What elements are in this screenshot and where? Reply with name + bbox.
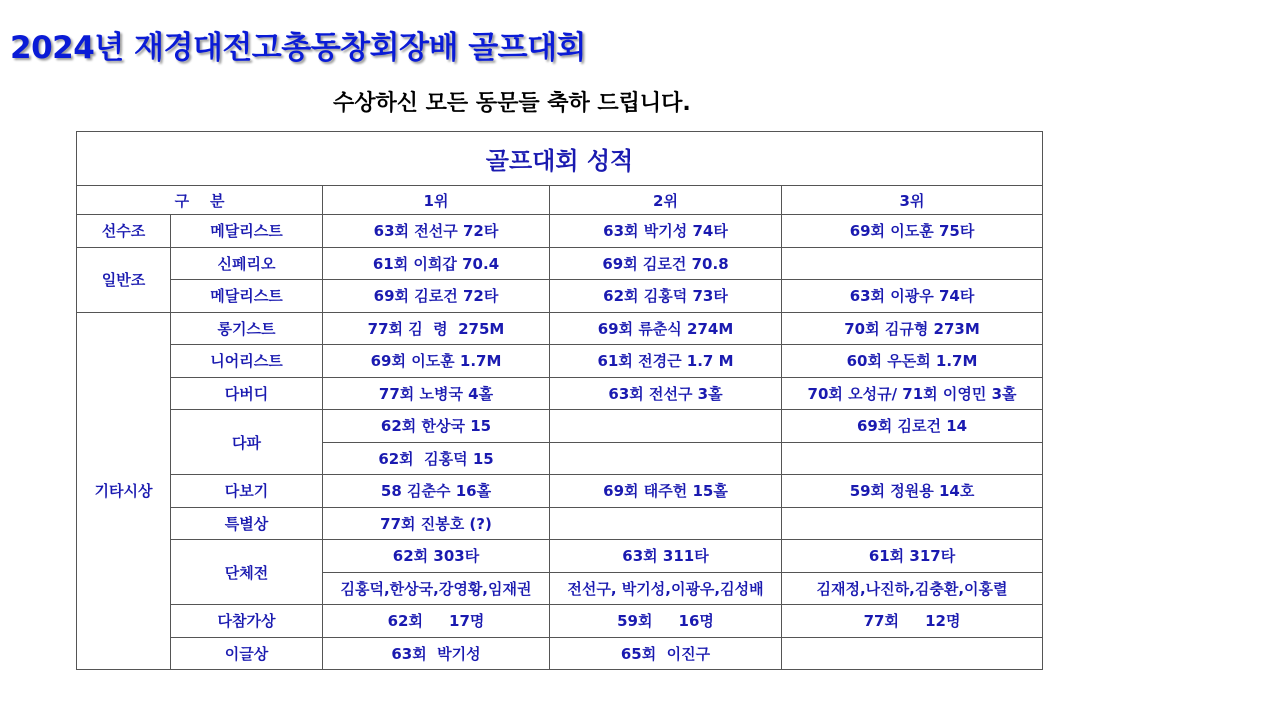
third-place-cell	[782, 442, 1043, 475]
second-place-cell: 69회 김로건 70.8	[550, 247, 782, 280]
third-place-cell: 69회 이도훈 75타	[782, 215, 1043, 248]
first-place-cell: 69회 김로건 72타	[323, 280, 550, 313]
third-place-cell: 59회 정원용 14호	[782, 475, 1043, 508]
award-label: 다참가상	[171, 605, 323, 638]
award-label: 다버디	[171, 377, 323, 410]
table-row	[77, 637, 1043, 670]
first-place-cell: 김홍덕,한상국,강영황,임재권	[323, 572, 550, 605]
column-header-second: 2위	[550, 186, 782, 215]
third-place-cell	[782, 247, 1043, 280]
first-place-cell: 61회 이희갑 70.4	[323, 247, 550, 280]
third-place-cell: 70회 김규형 273M	[782, 312, 1043, 345]
group-label-other: 기타시상	[77, 312, 171, 670]
second-place-cell: 63회 전선구 3홀	[550, 377, 782, 410]
first-place-cell: 63회 박기성	[323, 637, 550, 670]
table-row	[77, 215, 1043, 248]
second-place-cell: 69회 태주헌 15홀	[550, 475, 782, 508]
group-label-players: 선수조	[77, 215, 171, 248]
second-place-cell: 62회 김홍덕 73타	[550, 280, 782, 313]
first-place-cell: 77회 진봉호 (?)	[323, 507, 550, 540]
first-place-cell: 58 김춘수 16홀	[323, 475, 550, 508]
first-place-cell: 77회 노병국 4홀	[323, 377, 550, 410]
award-label: 특별상	[171, 507, 323, 540]
table-row	[77, 312, 1043, 345]
table-row	[77, 540, 1043, 573]
third-place-cell: 61회 317타	[782, 540, 1043, 573]
table-row	[77, 345, 1043, 378]
column-header-third: 3위	[782, 186, 1043, 215]
second-place-cell: 65회 이진구	[550, 637, 782, 670]
table-row	[77, 280, 1043, 313]
table-row	[77, 377, 1043, 410]
first-place-cell: 62회 김홍덕 15	[323, 442, 550, 475]
award-label: 단체전	[171, 540, 323, 605]
congratulations-subtitle: 수상하신 모든 동문들 축하 드립니다.	[333, 91, 691, 116]
first-place-cell: 69회 이도훈 1.7M	[323, 345, 550, 378]
third-place-cell	[782, 637, 1043, 670]
second-place-cell: 전선구, 박기성,이광우,김성배	[550, 572, 782, 605]
first-place-cell: 62회 한상국 15	[323, 410, 550, 443]
award-label: 신페리오	[171, 247, 323, 280]
group-label-general: 일반조	[77, 247, 171, 312]
first-place-cell: 62회 303타	[323, 540, 550, 573]
table-row	[77, 247, 1043, 280]
third-place-cell	[782, 507, 1043, 540]
third-place-cell: 69회 김로건 14	[782, 410, 1043, 443]
table-heading: 골프대회 성적	[77, 132, 1043, 186]
third-place-cell: 63회 이광우 74타	[782, 280, 1043, 313]
second-place-cell	[550, 442, 782, 475]
third-place-cell: 77회 12명	[782, 605, 1043, 638]
third-place-cell: 김재정,나진하,김충환,이홍렬	[782, 572, 1043, 605]
award-label: 메달리스트	[171, 215, 323, 248]
award-label: 다파	[171, 410, 323, 475]
award-label: 메달리스트	[171, 280, 323, 313]
second-place-cell: 59회 16명	[550, 605, 782, 638]
column-header-first: 1위	[323, 186, 550, 215]
first-place-cell: 62회 17명	[323, 605, 550, 638]
third-place-cell: 70회 오성규/ 71회 이영민 3홀	[782, 377, 1043, 410]
first-place-cell: 63회 전선구 72타	[323, 215, 550, 248]
second-place-cell: 61회 전경근 1.7 M	[550, 345, 782, 378]
column-header-category: 구 분	[77, 186, 323, 215]
table-row	[77, 507, 1043, 540]
first-place-cell: 77회 김 령 275M	[323, 312, 550, 345]
golf-results-table	[76, 131, 1043, 670]
award-label: 다보기	[171, 475, 323, 508]
award-label: 이글상	[171, 637, 323, 670]
award-label: 니어리스트	[171, 345, 323, 378]
second-place-cell	[550, 410, 782, 443]
second-place-cell: 69회 류춘식 274M	[550, 312, 782, 345]
award-label: 롱기스트	[171, 312, 323, 345]
second-place-cell: 63회 311타	[550, 540, 782, 573]
table-row	[77, 410, 1043, 443]
second-place-cell	[550, 507, 782, 540]
third-place-cell: 60회 우돈희 1.7M	[782, 345, 1043, 378]
table-row	[77, 605, 1043, 638]
second-place-cell: 63회 박기성 74타	[550, 215, 782, 248]
column-header-row	[77, 186, 1043, 215]
table-row	[77, 475, 1043, 508]
page-title: 2024년 재경대전고총동창회장배 골프대회	[10, 30, 586, 66]
